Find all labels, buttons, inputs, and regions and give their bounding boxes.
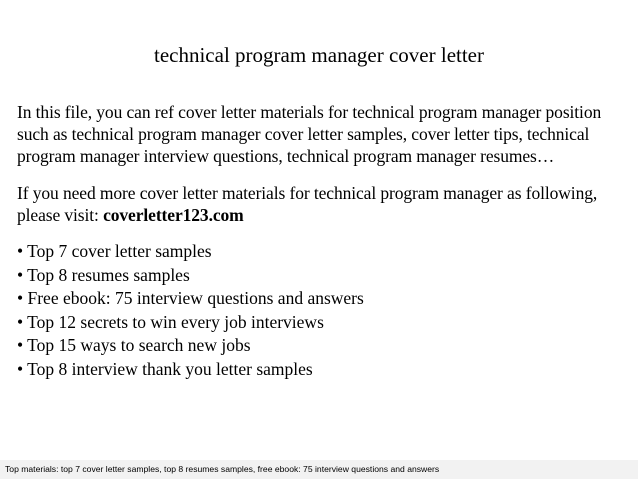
footer-bar [0, 460, 638, 479]
list-item: • Top 8 interview thank you letter samples [17, 358, 313, 379]
more-materials-text: If you need more cover letter materials for technical program manager as following, please visit: [17, 183, 598, 225]
list-item: • Top 15 ways to search new jobs [17, 335, 251, 356]
intro-paragraph: In this file, you can ref cover letter materials for technical program manager position such as technical program manager cover letter samples, cover letter tips, technical program manager interview questions, technical program manager resumes… [17, 102, 602, 166]
list-item: • Top 12 secrets to win every job interviews [17, 311, 324, 332]
page-title: technical program manager cover letter [154, 43, 484, 67]
more-materials-paragraph [17, 182, 627, 226]
materials-list [17, 240, 364, 382]
footer-text: Top materials: top 7 cover letter samples, top 8 resumes samples, free ebook: 75 interview questions and answers [5, 464, 440, 474]
list-item: • Top 8 resumes samples [17, 264, 190, 285]
website-link[interactable]: coverletter123.com [103, 205, 244, 225]
list-item: • Top 7 cover letter samples [17, 241, 212, 261]
list-item: • Free ebook: 75 interview questions and answers [17, 288, 364, 309]
